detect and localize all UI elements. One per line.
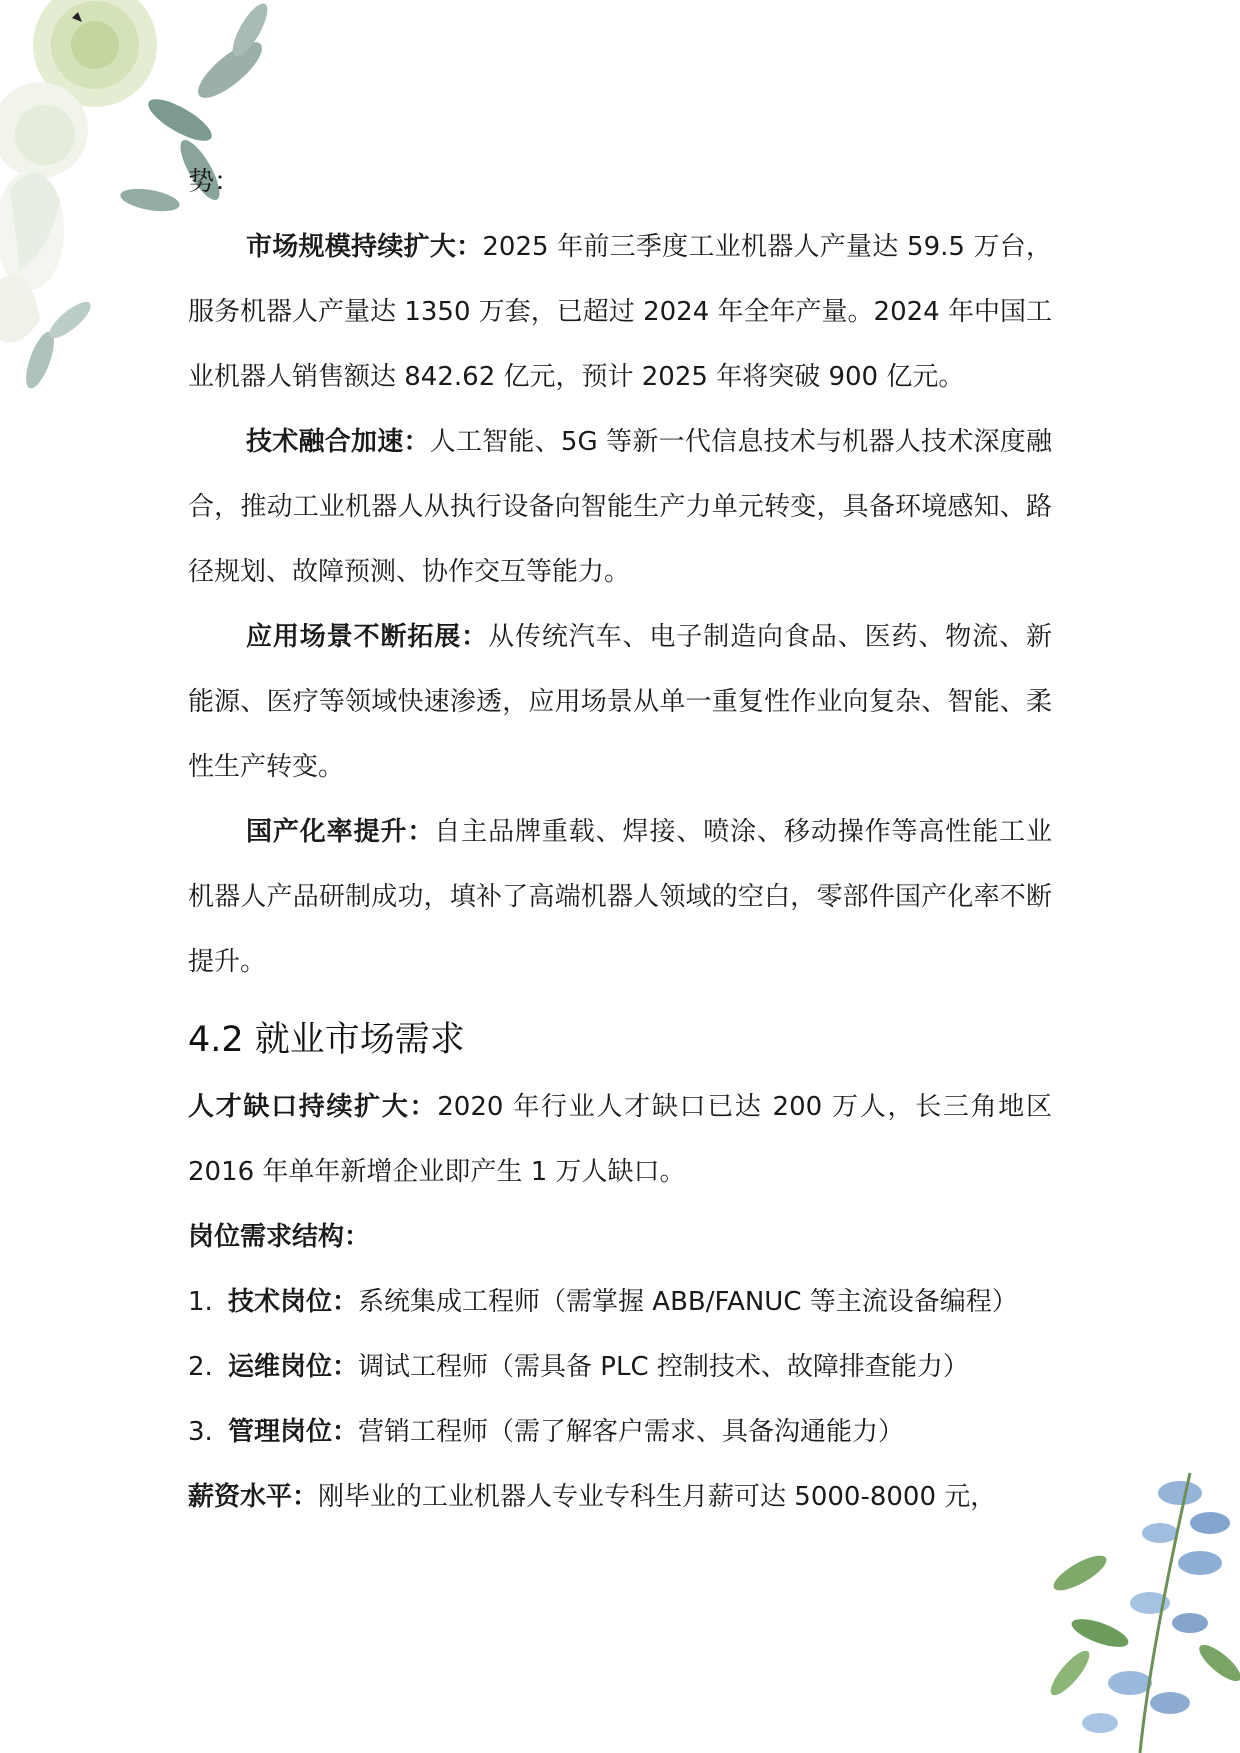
list-item-lead: 管理岗位： <box>228 1417 359 1447</box>
list-item <box>188 1270 1052 1335</box>
section-heading: 4.2 就业市场需求 <box>188 1020 465 1060</box>
paragraph-lead: 应用场景不断拓展： <box>246 622 489 652</box>
paragraph-market-scale <box>188 215 1052 410</box>
paragraph-tech-fusion <box>188 410 1052 605</box>
list-item-lead: 运维岗位： <box>228 1352 359 1382</box>
floral-decoration-bottom-right <box>1040 1453 1240 1753</box>
paragraph-salary <box>188 1465 1052 1530</box>
list-item-text: 系统集成工程师（需掌握 ABB/FANUC 等主流设备编程） <box>358 1287 1018 1317</box>
paragraph-text: 2025 年前三季度工业机器人产量达 59.5 万台，服务机器人产量达 1350 万套，已超过 2024 年全年产量。2024 年中国工业机器人销售额达 842.62 亿元，预计 2025 年将突破 900 亿元。 <box>188 232 1052 392</box>
job-list <box>188 1270 1052 1465</box>
paragraph-text: 2020 年行业人才缺口已达 200 万人，长三角地区 2016 年单年新增企业即产生 1 万人缺口。 <box>188 1092 1052 1187</box>
list-number: 3. <box>188 1417 213 1447</box>
list-item <box>188 1335 1052 1400</box>
document-body <box>188 150 1052 1530</box>
job-structure-title: 岗位需求结构： <box>188 1222 371 1252</box>
paragraph-continuation: 势： <box>188 167 241 197</box>
list-item-text: 调试工程师（需具备 PLC 控制技术、故障排查能力） <box>358 1352 969 1382</box>
paragraph-domestic-rate <box>188 800 1052 995</box>
paragraph-text: 自主品牌重载、焊接、喷涂、移动操作等高性能工业机器人产品研制成功，填补了高端机器人领域的空白，零部件国产化率不断提升。 <box>188 817 1052 977</box>
paragraph-lead: 人才缺口持续扩大： <box>188 1092 438 1122</box>
list-item-text: 营销工程师（需了解客户需求、具备沟通能力） <box>358 1417 905 1447</box>
paragraph-lead: 国产化率提升： <box>246 817 435 847</box>
list-item-lead: 技术岗位： <box>228 1287 359 1317</box>
paragraph-text: 从传统汽车、电子制造向食品、医药、物流、新能源、医疗等领域快速渗透，应用场景从单一重复性作业向复杂、智能、柔性生产转变。 <box>188 622 1052 782</box>
paragraph-lead: 薪资水平： <box>188 1482 319 1512</box>
paragraph-talent-gap <box>188 1075 1052 1205</box>
paragraph-lead: 市场规模持续扩大： <box>246 232 483 262</box>
paragraph-text: 人工智能、5G 等新一代信息技术与机器人技术深度融合，推动工业机器人从执行设备向智能生产力单元转变，具备环境感知、路径规划、故障预测、协作交互等能力。 <box>188 427 1052 587</box>
list-number: 1. <box>188 1287 213 1317</box>
list-number: 2. <box>188 1352 213 1382</box>
list-item <box>188 1400 1052 1465</box>
paragraph-lead: 技术融合加速： <box>246 427 430 457</box>
paragraph-application-scenarios <box>188 605 1052 800</box>
paragraph-text: 刚毕业的工业机器人专业专科生月薪可达 5000-8000 元， <box>318 1482 997 1512</box>
